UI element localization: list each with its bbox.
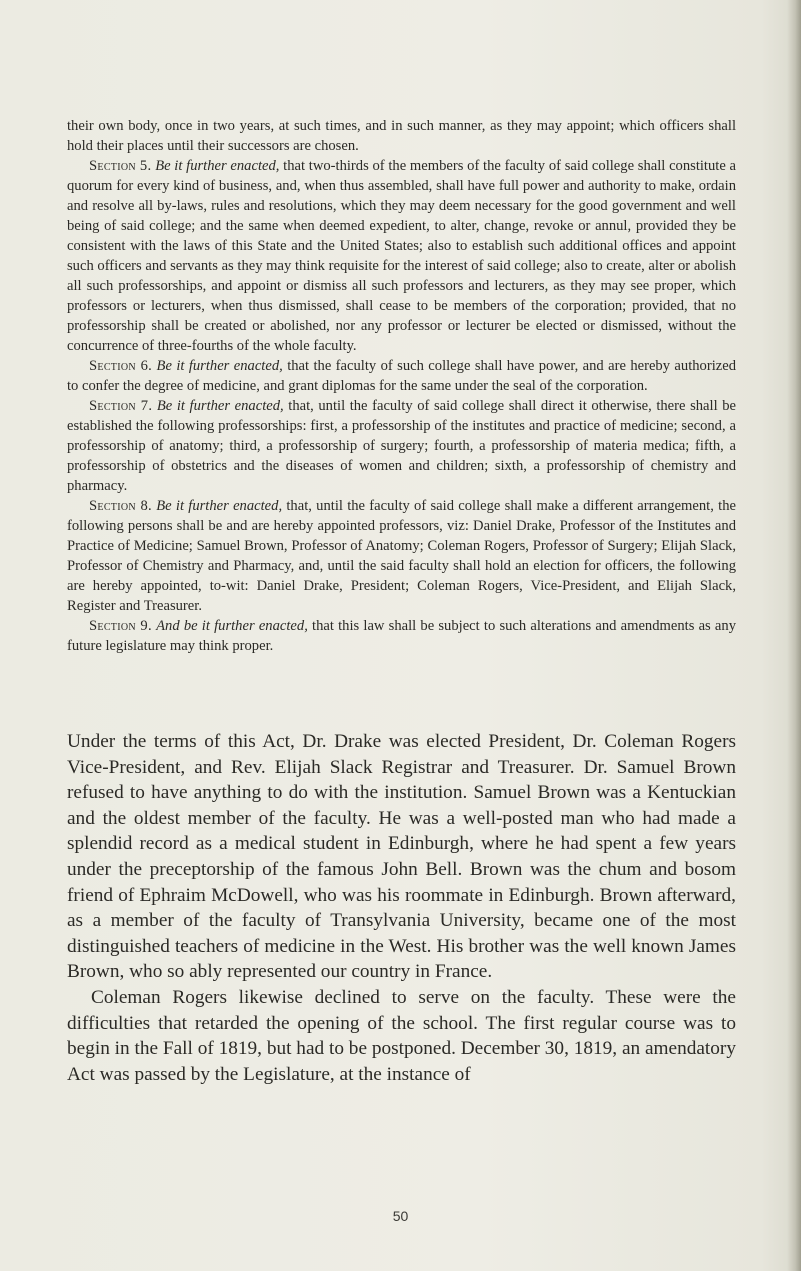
- act-text-block: [67, 116, 736, 656]
- section-body: that two-thirds of the members of the faculty of said college shall constitute a quorum for every kind of business, and, when thus assembled, shall have full power and authority to make, ordain and resolve all by-laws, rules and resolutions, which they may deem necessary for the good government and well being of said college; and the same when deemed expedient, to alter, change, revoke or annul, provided they be consistent with the laws of this State and the United States; also to establish such additional offices and appoint such officers and servants as they may think requisite for the interest of said college; also to create, alter or abolish all such professorships, and appoint or dismiss all such professors and lecturers, as they may see proper, which professors or lecturers, when thus dismissed, shall cease to be members of the corporation; provided, that no professorship shall be created or abolished, nor any professor or lecturer be elected or dismissed, without the concurrence of three-fourths of the whole faculty.: [67, 158, 737, 354]
- section-body: that this law shall be subject to such alterations and amendments as any future legislature may think proper.: [67, 618, 736, 654]
- narrative-paragraph: Under the terms of this Act, Dr. Drake was elected President, Dr. Coleman Rogers Vice-President, and Rev. Elijah Slack Registrar and Treasurer. Dr. Samuel Brown refused to have anything to do with the institution. Samuel Brown was a Kentuckian and the oldest member of the faculty. He was a well-posted man who had made a splendid record as a medical student in Edinburgh, where he had spent a few years under the preceptorship of the famous John Bell. Brown was the chum and bosom friend of Ephraim McDowell, who was his roommate in Edinburgh. Brown afterward, as a member of the faculty of Transylvania University, became one of the most distinguished teachers of medicine in the West. His brother was the well known James Brown, who so ably represented our country in France.: [67, 731, 736, 983]
- section-7-paragraph: [67, 396, 736, 496]
- section-label: Section 5.: [89, 158, 152, 174]
- enacting-clause: Be it further enacted,: [156, 498, 283, 514]
- section-label: Section 9.: [89, 618, 152, 634]
- section-label: Section 6.: [89, 358, 153, 374]
- section-5-paragraph: [67, 156, 736, 356]
- enacting-clause: Be it further enacted,: [156, 358, 283, 374]
- carryover-paragraph: their own body, once in two years, at such times, and in such manner, as they may appoint; which officers shall hold their places until their successors are chosen.: [67, 118, 736, 154]
- section-9-paragraph: [67, 616, 736, 656]
- section-body: that, until the faculty of said college shall direct it otherwise, there shall be established the following professorships: first, a professorship of the institutes and practice of medicine; second, a professorship of anatomy; third, a professorship of surgery; fourth, a professorship of materia medica; fifth, a professorship of obstetrics and the diseases of women and children; sixth, a professorship of chemistry and pharmacy.: [67, 398, 736, 494]
- section-6-paragraph: [67, 356, 736, 396]
- page-number: 50: [392, 1208, 409, 1224]
- section-label: Section 7.: [89, 398, 153, 414]
- enacting-clause: Be it further enacted,: [155, 158, 280, 174]
- narrative-paragraph: Coleman Rogers likewise declined to serve on the faculty. These were the difficulties that retarded the opening of the school. The first regular course was to begin in the Fall of 1819, but had to be postponed. December 30, 1819, an amendatory Act was passed by the Legislature, at the instance of: [67, 986, 736, 1085]
- section-body: that the faculty of such college shall have power, and are hereby authorized to confer the degree of medicine, and grant diplomas for the same under the seal of the corporation.: [67, 358, 737, 394]
- section-label: Section 8.: [89, 498, 152, 514]
- narrative-text-block: [67, 729, 736, 1087]
- section-body: that, until the faculty of said college shall make a different arrangement, the following persons shall be and are hereby appointed professors, viz: Daniel Drake, Professor of the Institutes and Practice of Medicine; Samuel Brown, Professor of Anatomy; Coleman Rogers, Professor of Surgery; Elijah Slack, Professor of Chemistry and Pharmacy, and, until the said faculty shall hold an election for officers, the following are hereby appointed, to-wit: Daniel Drake, President; Coleman Rogers, Vice-President, and Elijah Slack, Register and Treasurer.: [67, 498, 736, 614]
- section-8-paragraph: [67, 496, 736, 616]
- page-edge-shadow: [787, 0, 801, 1271]
- enacting-clause: And be it further enacted,: [156, 618, 308, 634]
- enacting-clause: Be it further enacted,: [156, 398, 284, 414]
